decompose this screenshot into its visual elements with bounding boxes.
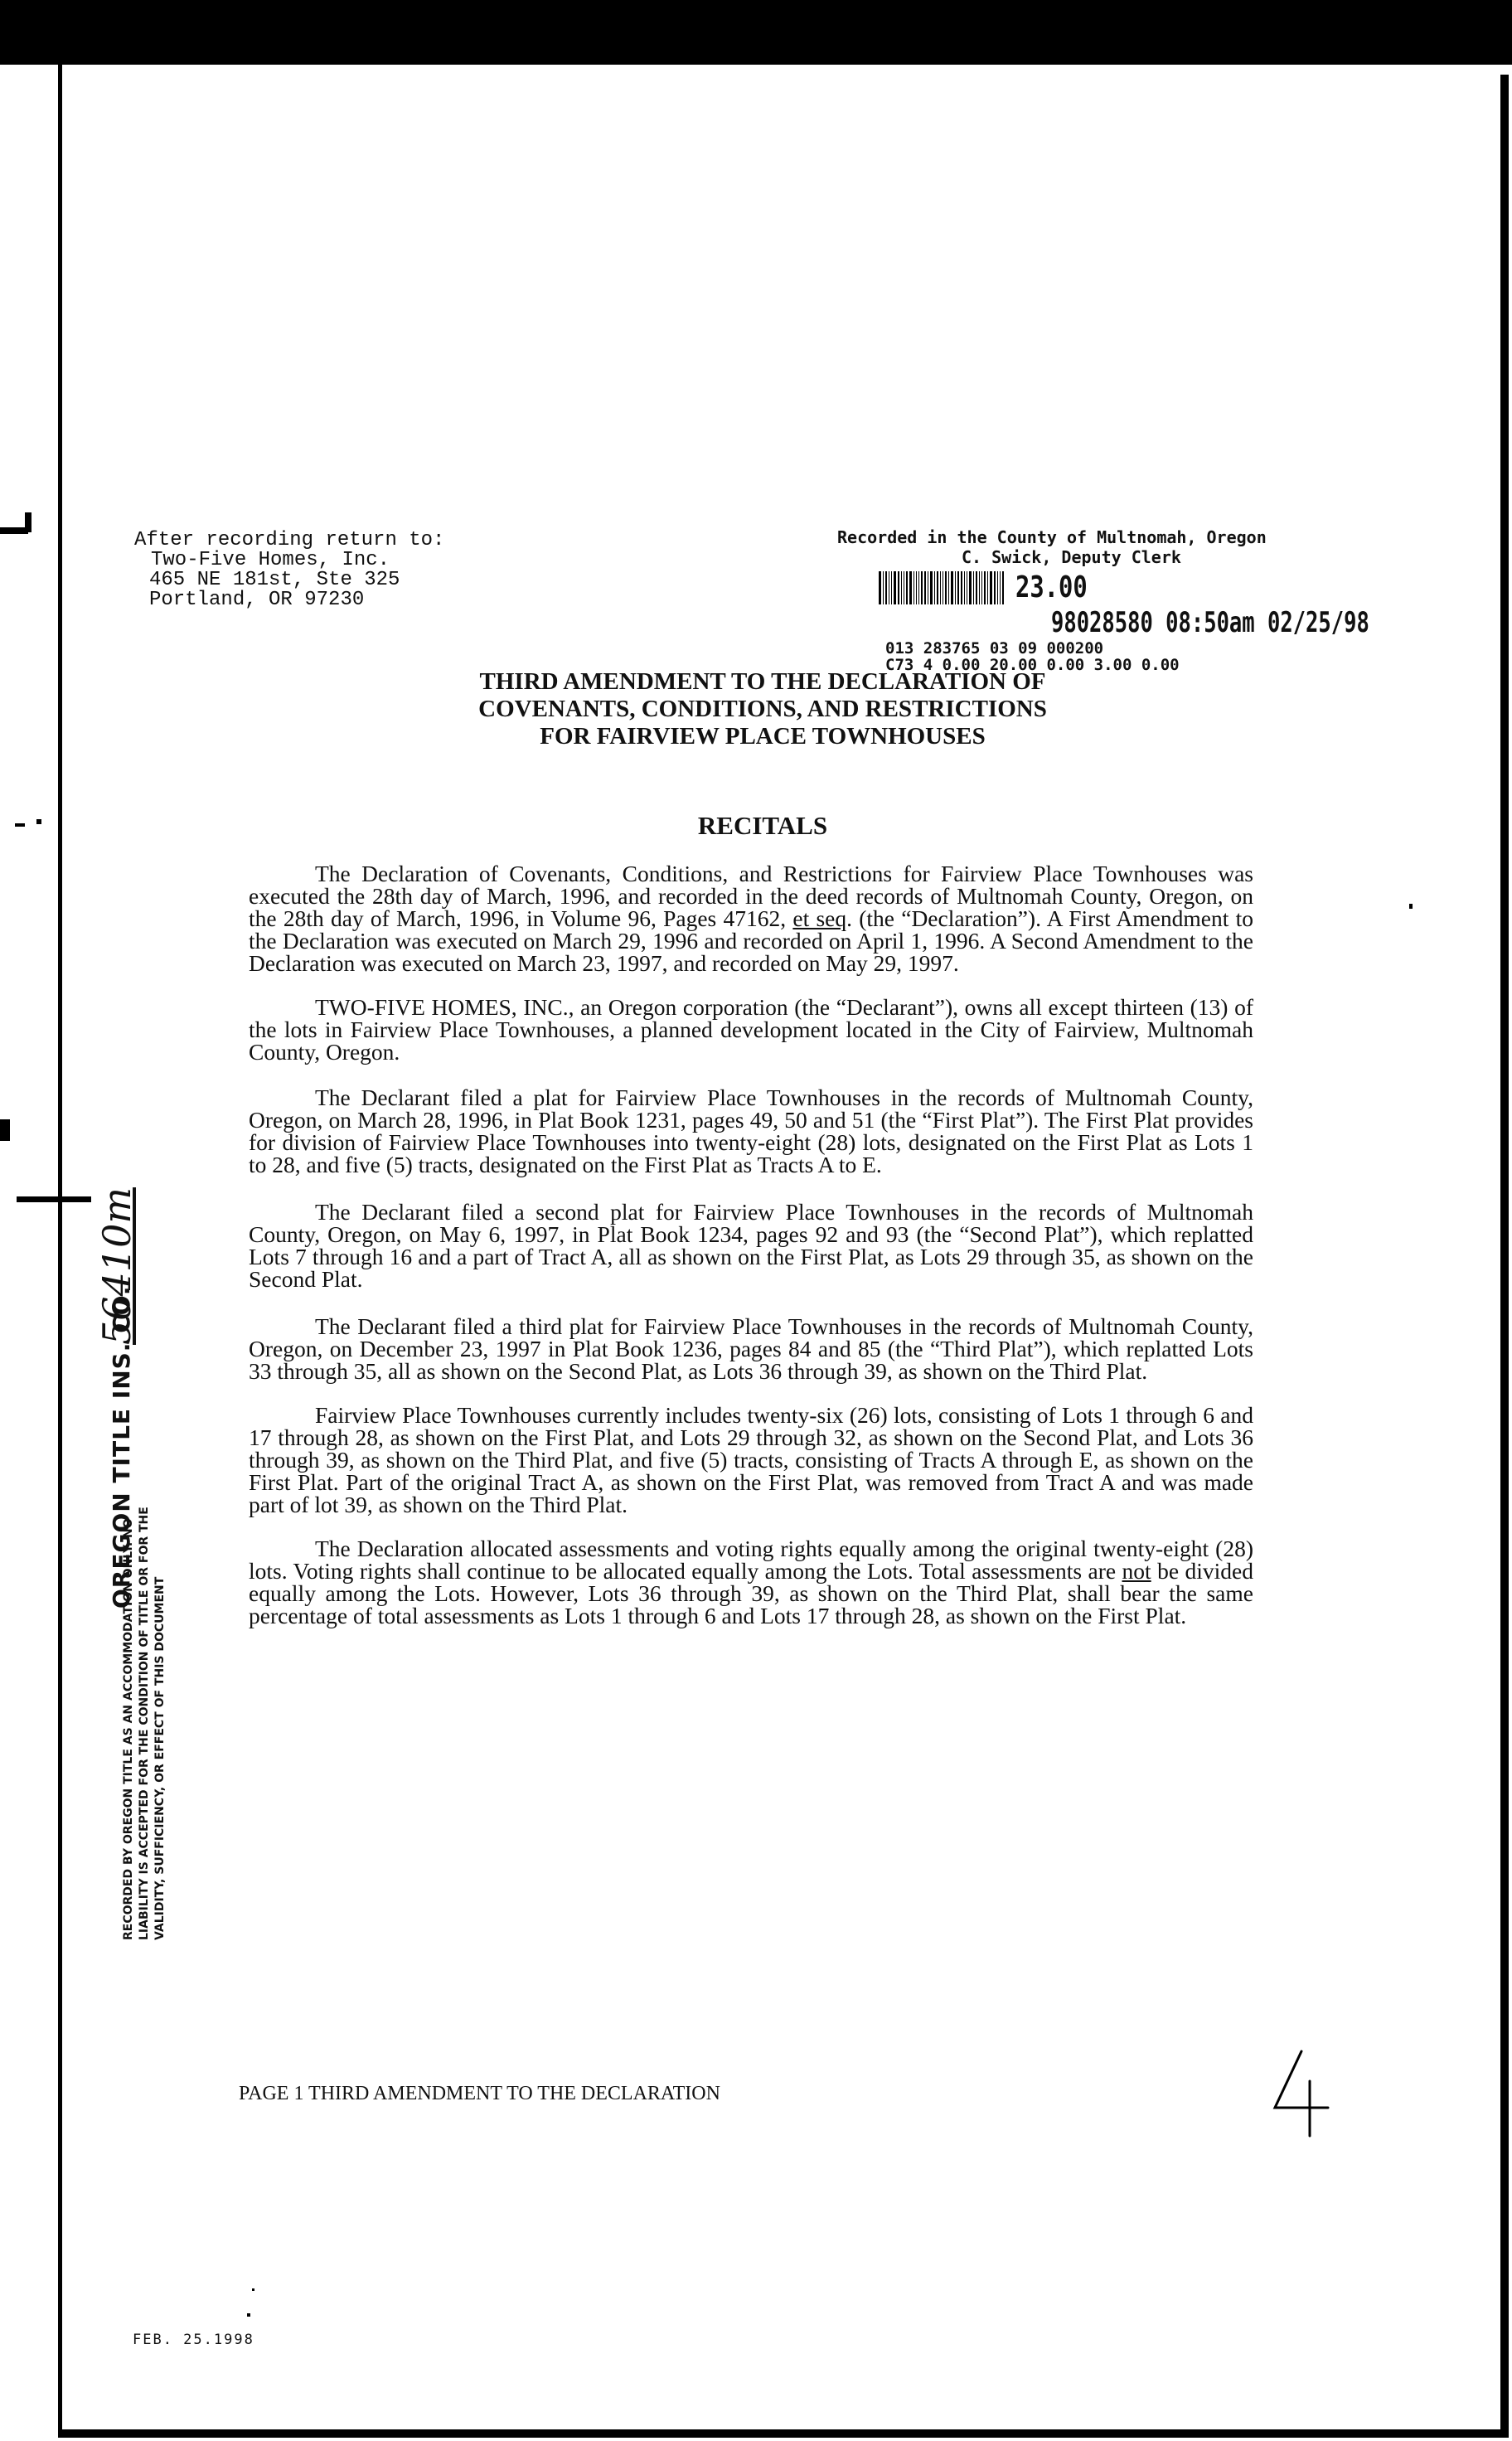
barcode-bar <box>951 571 953 604</box>
recital-text: . (the “Declaration”). A First Amendment to the Declaration was executed on March 29, 1996 and recorded on April 1, 1996. A Second Amendment to the Declaration was executed on March 23, 1997, and recorded on May 29, 1997. <box>249 905 1253 976</box>
receipt-code-2: C73 4 0.00 20.00 0.00 3.00 0.00 <box>885 656 1180 674</box>
scan-speck <box>252 2288 254 2291</box>
recital-paragraph: The Declarant filed a second plat for Fairview Place Townhouses in the records of Multnomah County, Oregon, on May 6, 1997, in Plat Book 1234, pages 92 and 93 (the “Second Plat”), which replatted Lots 7 through 16 and a part of Tract A, all as shown on the First Plat, as Lots 29 through 35, as shown on the Second Plat. <box>249 1199 1253 1292</box>
barcode-bar <box>945 571 947 604</box>
scan-border-left <box>58 65 62 2436</box>
barcode-bar <box>891 571 892 604</box>
barcode <box>879 571 1006 604</box>
deputy-clerk-line: C. Swick, Deputy Clerk <box>962 547 1181 567</box>
recital-emphasis: not <box>1122 1558 1151 1584</box>
barcode-bar <box>973 571 974 604</box>
barcode-bar <box>961 571 962 604</box>
edge-mark <box>17 1196 91 1202</box>
return-address <box>134 531 444 610</box>
disclaimer-line: RECORDED BY OREGON TITLE AS AN ACCOMMODATION ONLY. NO <box>122 1518 135 1940</box>
barcode-bar <box>948 571 949 604</box>
stamp-company-name: OREGON TITLE INS. CO. <box>108 1285 135 1609</box>
recording-number: 98028580 08:50am 02/25/98 <box>1051 606 1369 639</box>
edge-mark <box>0 527 28 534</box>
disclaimer-line: LIABILITY IS ACCEPTED FOR THE CONDITION OF TITLE OR FOR THE <box>138 1507 151 1940</box>
barcode-bar <box>964 571 965 604</box>
barcode-bar <box>894 571 896 604</box>
title-line: THIRD AMENDMENT TO THE DECLARATION OF <box>479 668 1046 695</box>
recorded-county-line: Recorded in the County of Multnomah, Oregon <box>837 527 1267 547</box>
receipt-code-1: 013 283765 03 09 000200 <box>885 639 1104 658</box>
barcode-bar <box>987 571 988 604</box>
barcode-bar <box>979 571 980 604</box>
recital-paragraph: TWO-FIVE HOMES, INC., an Oregon corporation (the “Declarant”), owns all except thirteen (13) of the lots in Fairview Place Townhouses, a planned development located in the City of Fairview, Multnomah County, Oregon. <box>249 994 1253 1065</box>
page-footer: PAGE 1 THIRD AMENDMENT TO THE DECLARATION <box>239 2083 720 2104</box>
barcode-bar <box>969 571 972 604</box>
barcode-bar <box>885 571 887 604</box>
recital-emphasis: et seq <box>792 905 847 931</box>
barcode-bar <box>918 571 919 604</box>
scan-border-bottom <box>58 2429 1509 2438</box>
barcode-bar <box>990 571 992 604</box>
barcode-bar <box>909 571 912 604</box>
barcode-bar <box>1000 571 1001 604</box>
barcode-bar <box>1002 571 1004 604</box>
scan-speck <box>247 2313 250 2317</box>
barcode-bar <box>879 571 881 604</box>
document-title <box>373 668 1152 750</box>
barcode-bar <box>906 571 908 604</box>
recital-text: The Declaration of Covenants, Conditions, and Restrictions for Fairview Place Townhouses was executed the 28th day of March, 1996, and recorded in the deed records of Multnomah County, Oregon, on the 28th day of March, 1996, in Volume 96, Pages 47162, <box>249 861 1253 931</box>
stamp-order-number: 56410m <box>94 1187 139 1345</box>
barcode-row <box>837 570 1368 604</box>
scan-top-band <box>0 0 1512 65</box>
edge-mark <box>25 512 32 532</box>
edge-mark <box>15 823 25 827</box>
barcode-bar <box>997 571 998 604</box>
barcode-bar <box>930 571 933 604</box>
barcode-bar <box>940 571 941 604</box>
handwritten-page-number <box>1268 2048 1335 2139</box>
return-name: Two-Five Homes, Inc. <box>151 549 390 571</box>
barcode-bar <box>976 571 977 604</box>
recitals-heading: RECITALS <box>697 811 828 840</box>
barcode-bar <box>984 571 986 604</box>
barcode-bar <box>921 571 923 604</box>
barcode-bar <box>937 571 938 604</box>
recording-stamp <box>837 527 1368 674</box>
barcode-bar <box>994 571 996 604</box>
disclaimer-line: VALIDITY, SUFFICIENCY, OR EFFECT OF THIS DOCUMENT <box>153 1576 167 1940</box>
recital-paragraph: Fairview Place Townhouses currently includes twenty-six (26) lots, consisting of Lots 1 through 6 and 17 through 28, as shown on the First Plat, and Lots 29 through 32, as shown on the Second Plat, and Lots 36 through 39, as shown on the Third Plat, and five (5) tracts, consisting of Tracts A through E, as shown on the First Plat. Part of the original Tract A, as shown on the First Plat, was removed from Tract A and was made part of lot 39, as shown on the Third Plat. <box>249 1402 1253 1517</box>
recital-paragraph <box>249 862 1253 974</box>
recital-paragraph: The Declarant filed a third plat for Fairview Place Townhouses in the records of Multnomah County, Oregon, on December 23, 1997 in Plat Book 1236, pages 84 and 85 (the “Third Plat”), which replatted Lots 33 through 35, all as shown on the Second Plat, as Lots 36 through 39, as shown on the Third Plat. <box>249 1313 1253 1384</box>
barcode-bar <box>957 571 959 604</box>
title-line: COVENANTS, CONDITIONS, AND RESTRICTIONS <box>478 696 1047 722</box>
barcode-bar <box>901 571 902 604</box>
barcode-bar <box>883 571 884 604</box>
fax-date-stamp: FEB. 25.1998 <box>133 2332 254 2348</box>
return-street: 465 NE 181st, Ste 325 <box>149 569 400 591</box>
scan-speck <box>1409 904 1413 909</box>
recital-paragraph: The Declarant filed a plat for Fairview Place Townhouses in the records of Multnomah County, Oregon, on March 28, 1996, in Plat Book 1231, pages 49, 50 and 51 (the “First Plat”). The First Plat provides for division of Fairview Place Townhouses into twenty-eight (28) lots, designated on the First Plat as Lots 1 to 28, and five (5) tracts, designated on the First Plat as Tracts A to E. <box>249 1085 1253 1177</box>
return-city: Portland, OR 97230 <box>149 589 365 611</box>
return-heading: After recording return to: <box>134 529 445 551</box>
barcode-bar <box>924 571 926 604</box>
edge-mark <box>36 819 41 824</box>
barcode-bar <box>916 571 917 604</box>
barcode-bar <box>981 571 982 604</box>
recital-text: The Declaration allocated assessments and voting rights equally among the original twenty-eight (28) lots. Voting rights shall continue to be allocated equally among the Lots. Total assessments are <box>249 1536 1253 1584</box>
scan-border-right <box>1500 75 1509 2438</box>
recording-disclaimer <box>121 1401 168 1940</box>
recital-text: be divided equally among the Lots. However, Lots 36 through 39, as shown on the Third Plat, shall bear the same percentage of total assessments as Lots 1 through 6 and Lots 17 through 28, as shown on the First Plat. <box>249 1558 1253 1628</box>
barcode-bar <box>955 571 956 604</box>
barcode-bar <box>898 571 899 604</box>
edge-mark <box>0 1119 10 1141</box>
recording-fee: 23.00 <box>1015 570 1088 604</box>
barcode-bar <box>934 571 935 604</box>
title-line: FOR FAIRVIEW PLACE TOWNHOUSES <box>540 723 986 750</box>
